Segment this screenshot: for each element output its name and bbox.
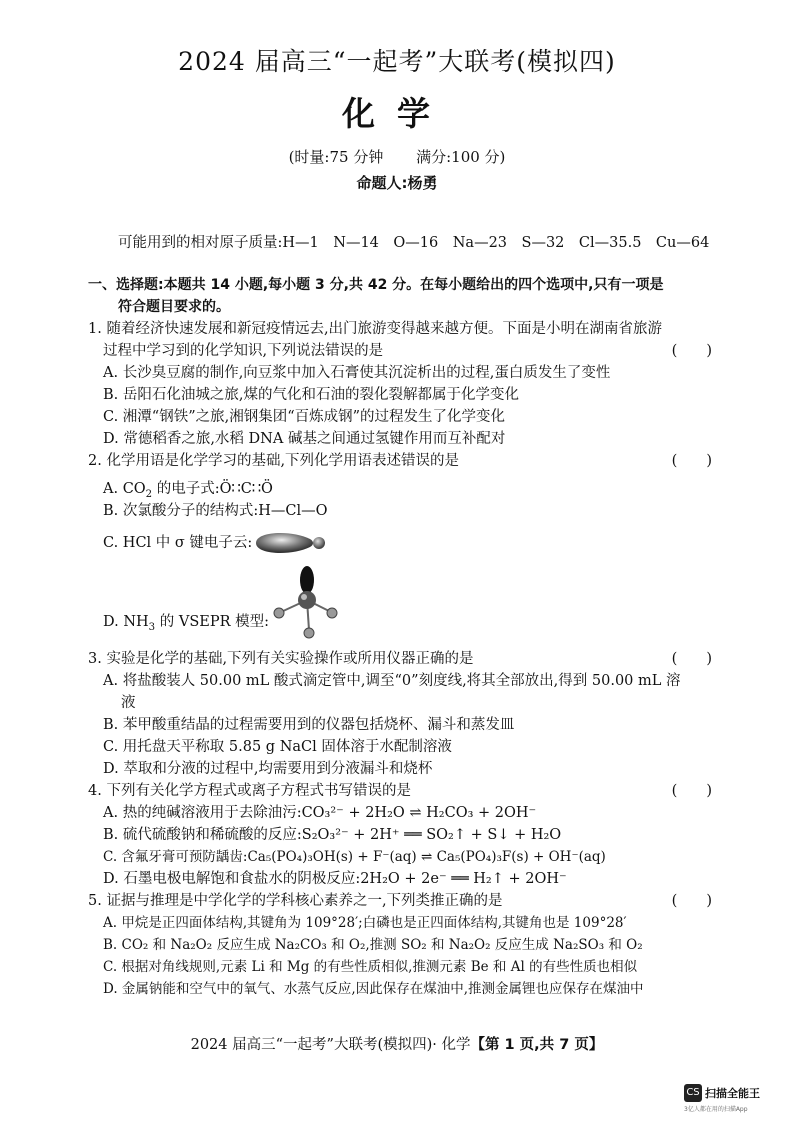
question-5: 5. 证据与推理是中学化学的学科核心素养之一,下列类推正确的是 ( ) A. 甲烷是正四面体结构,其键角为 109°28′;白磷也是正四面体结构,其键角也是 109°28′ B. CO₂ 和 Na₂O₂ 反应生成 Na₂CO₃ 和 O₂,推测 SO₂ 和 Na₂O₂ 反应生成 Na₂SO₃ 和 O₂ C. 根据对角线规则,元素 Li 和 Mg 的有些性质相似,推测元素 Be 和 Al 的有些性质也相似 D. 金属钠能和空气中的氧气、水蒸气反应,因此保存在煤油中,推测金属锂也应保存在煤油中 bbox=[88, 890, 718, 1000]
answer-paren: ( ) bbox=[671, 783, 712, 799]
answer-paren: ( ) bbox=[671, 343, 712, 359]
scanner-watermark: CS 扫描全能王 3亿人都在用的扫描App bbox=[684, 1082, 784, 1113]
option-a: A. 长沙臭豆腐的制作,向豆浆中加入石膏使其沉淀析出的过程,蛋白质发生了变性 bbox=[103, 365, 611, 381]
page-footer: 2024 届高三“一起考”大联考(模拟四)· 化学【第 1 页,共 7 页】 bbox=[190, 1037, 604, 1053]
time-score-info bbox=[0, 146, 794, 167]
option-b: B. 次氯酸分子的结构式:H—Cl—O bbox=[103, 503, 328, 519]
option-c: C. 湘潭“钢铁”之旅,湘钢集团“百炼成钢”的过程发生了化学变化 bbox=[103, 409, 506, 425]
option-d: D. 萃取和分液的过程中,均需要用到分液漏斗和烧杯 bbox=[103, 761, 433, 777]
option-a: A. 将盐酸装人 50.00 mL 酸式滴定管中,调至“0”刻度线,将其全部放出,得到 50.00 mL 溶 液 bbox=[103, 673, 681, 711]
option-d: D. 常德稻香之旅,水稻 DNA 碱基之间通过氢键作用而互补配对 bbox=[103, 431, 506, 447]
option-d: D. $NH_3$ 的 VSEPR 模型: bbox=[88, 562, 718, 642]
hcl-sigma-cloud-icon bbox=[252, 528, 332, 558]
atomic-masses: 可能用到的相对原子质量:H—1 N—14 O—16 Na—23 S—32 Cl—35.5 Cu—64 bbox=[118, 235, 710, 251]
option-c: C. 含氟牙膏可预防龋齿:Ca₅(PO₄)₃OH(s) + F⁻(aq) ⇌ Ca₅(PO₄)₃F(s) + OH⁻(aq) bbox=[103, 849, 606, 865]
questions bbox=[88, 274, 718, 1000]
option-b: B. 岳阳石化油城之旅,煤的气化和石油的裂化裂解都属于化学变化 bbox=[103, 387, 519, 403]
option-b: B. CO₂ 和 Na₂O₂ 反应生成 Na₂CO₃ 和 O₂,推测 SO₂ 和 Na₂O₂ 反应生成 Na₂SO₃ 和 O₂ bbox=[103, 937, 643, 953]
option-d: D. 石墨电极电解饱和食盐水的阴极反应:2H₂O + 2e⁻ ══ H₂↑ + 2OH⁻ bbox=[103, 871, 567, 887]
option-a: A. $CO_2$ 的电子式:Ö∷C∷Ö bbox=[103, 481, 273, 500]
author: 命题人:杨勇 bbox=[356, 174, 438, 192]
answer-paren: ( ) bbox=[671, 651, 712, 667]
answer-paren: ( ) bbox=[671, 893, 712, 909]
option-c: C. 根据对角线规则,元素 Li 和 Mg 的有些性质相似,推测元素 Be 和 Al 的有些性质也相似 bbox=[103, 959, 638, 975]
camscanner-logo-icon: CS bbox=[684, 1084, 702, 1102]
option-d: D. 金属钠能和空气中的氧气、水蒸气反应,因此保存在煤油中,推测金属锂也应保存在煤油中 bbox=[103, 981, 644, 997]
answer-paren: ( ) bbox=[671, 453, 712, 469]
full-score: 满分:100 分) bbox=[416, 148, 506, 166]
option-c: C. 用托盘天平称取 5.85 g NaCl 固体溶于水配制溶液 bbox=[103, 739, 452, 755]
question-1: 1. 随着经济快速发展和新冠疫情远去,出门旅游变得越来越方便。下面是小明在湖南省旅游 过程中学习到的化学知识,下列说法错误的是 ( ) A. 长沙臭豆腐的制作,向豆浆中加入石膏使其沉淀析出的过程,蛋白质发生了变性 B. 岳阳石化油城之旅,煤的气化和石油的裂化裂解都属于化学变化 C. 湘潭“钢铁”之旅,湘钢集团“百炼成钢”的过程发生了化学变化 D. 常德稻香之旅,水稻 DNA 碱基之间通过氢键作用而互补配对 bbox=[88, 318, 718, 450]
option-a: A. 甲烷是正四面体结构,其键角为 109°28′;白磷也是正四面体结构,其键角也是 109°28′ bbox=[103, 915, 627, 931]
option-c: C. HCl 中 σ 键电子云: bbox=[88, 528, 718, 558]
question-4: 4. 下列有关化学方程式或离子方程式书写错误的是 ( ) A. 热的纯碱溶液用于去除油污:CO₃²⁻ + 2H₂O ⇌ H₂CO₃ + 2OH⁻ B. 硫代硫酸钠和稀硫酸的反应:S₂O₃²⁻ + 2H⁺ ══ SO₂↑ + S↓ + H₂O C. 含氟牙膏可预防龋齿:Ca₅(PO₄)₃OH(s) + F⁻(aq) ⇌ Ca₅(PO₄)₃F(s) + OH⁻(aq) D. 石墨电极电解饱和食盐水的阴极反应:2H₂O + 2e⁻ ══ H₂↑ + 2OH⁻ bbox=[88, 780, 718, 890]
co2-electron-formula: Ö∷C∷Ö bbox=[219, 481, 273, 497]
option-b: B. 硫代硫酸钠和稀硫酸的反应:S₂O₃²⁻ + 2H⁺ ══ SO₂↑ + S↓ + H₂O bbox=[103, 827, 562, 843]
subject-title: 化学 bbox=[342, 94, 452, 133]
question-2: 2. 化学用语是化学学习的基础,下列化学用语表述错误的是 ( ) A. $CO_2$ 的电子式:Ö∷C∷Ö B. 次氯酸分子的结构式:H—Cl—O C. HCl 中 σ 键电子云: D. $NH_3$ 的 VSEPR 模型: bbox=[88, 450, 718, 648]
option-a: A. 热的纯碱溶液用于去除油污:CO₃²⁻ + 2H₂O ⇌ H₂CO₃ + 2OH⁻ bbox=[103, 805, 537, 821]
page-number: 【第 1 页,共 7 页】 bbox=[470, 1037, 604, 1053]
exam-title: 2024 届高三“一起考”大联考(模拟四) bbox=[178, 47, 616, 76]
question-3: 3. 实验是化学的基础,下列有关实验操作或所用仪器正确的是 ( ) A. 将盐酸装人 50.00 mL 酸式滴定管中,调至“0”刻度线,将其全部放出,得到 50.00 mL 溶 液 B. 苯甲酸重结晶的过程需要用到的仪器包括烧杯、漏斗和蒸发皿 C. 用托盘天平称取 5.85 g NaCl 固体溶于水配制溶液 D. 萃取和分液的过程中,均需要用到分液漏斗和烧杯 bbox=[88, 648, 718, 780]
section-heading: 一、选择题:本题共 14 小题,每小题 3 分,共 42 分。在每小题给出的四个选项中,只有一项是 符合题目要求的。 bbox=[88, 277, 664, 315]
time-limit: (时量:75 分钟 bbox=[288, 148, 384, 166]
option-b: B. 苯甲酸重结晶的过程需要用到的仪器包括烧杯、漏斗和蒸发皿 bbox=[103, 717, 515, 733]
nh3-vsepr-model-icon bbox=[269, 562, 339, 642]
